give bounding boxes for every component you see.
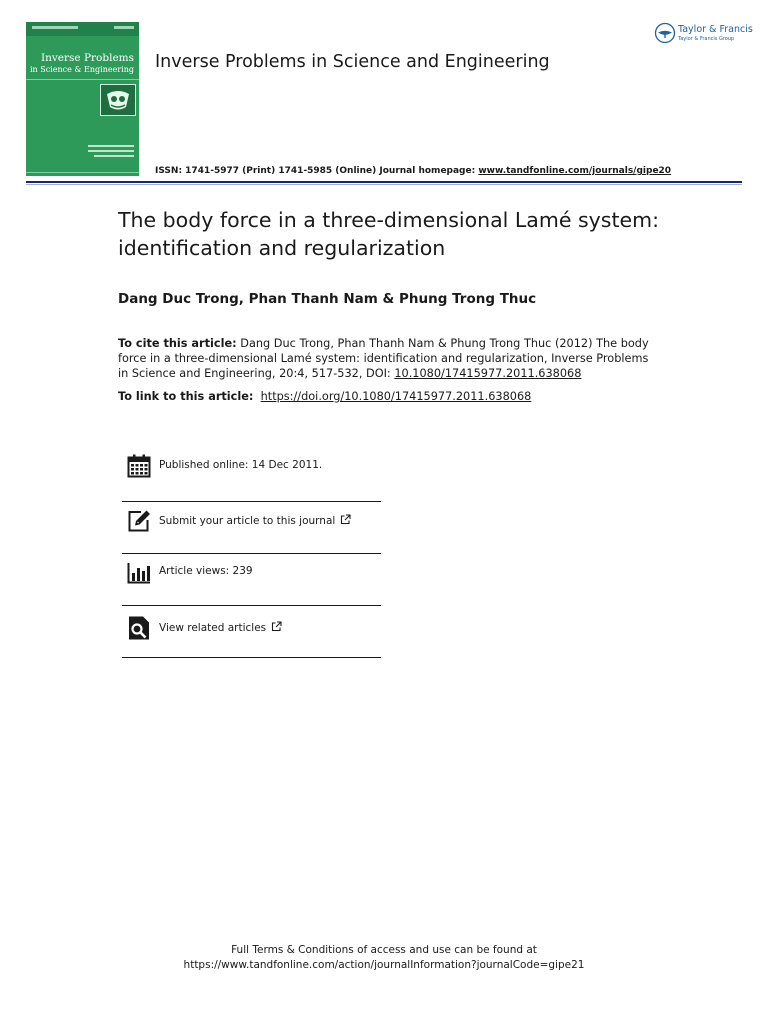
- link-label: To link to this article:: [118, 390, 254, 403]
- article-doi-link[interactable]: https://doi.org/10.1080/17415977.2011.638068: [260, 390, 532, 403]
- header-divider: [26, 181, 742, 183]
- header-divider-light: [26, 184, 742, 185]
- bar-chart-icon: [127, 561, 151, 585]
- info-divider: [122, 657, 381, 658]
- citation-block: [118, 336, 658, 381]
- search-document-icon: [127, 616, 151, 640]
- footer: [0, 943, 768, 973]
- related-articles-label[interactable]: [159, 621, 282, 634]
- journal-title: Inverse Problems in Science and Engineering: [155, 52, 550, 72]
- publisher-group: Taylor & Francis Group: [678, 36, 735, 42]
- cite-text: Dang Duc Trong, Phan Thanh Nam & Phung Trong Thuc (2012) The body force in a three-dimensional Lamé system: identification and regularization, Inverse Problems in Science and Engineering, 20:4, 517-532, DOI:: [118, 337, 649, 380]
- related-articles-text[interactable]: View related articles: [159, 622, 267, 634]
- cover-title-line1: Inverse Problems: [40, 52, 134, 64]
- issn-line: [155, 166, 671, 176]
- article-info-list: [122, 450, 381, 658]
- published-online-label: Published online: 14 Dec 2011.: [159, 459, 323, 471]
- article-title: The body force in a three-dimensional Lamé system: identification and regularization: [118, 208, 659, 260]
- publisher-logo: [654, 22, 754, 48]
- publisher-name: Taylor & Francis: [678, 24, 753, 35]
- cite-doi-link[interactable]: 10.1080/17415977.2011.638068: [394, 367, 582, 380]
- cover-top-band: [26, 22, 139, 36]
- calendar-icon: [127, 454, 151, 478]
- issn-text: ISSN: 1741-5977 (Print) 1741-5985 (Online) Journal homepage:: [155, 166, 479, 176]
- cover-emblem-icon: [100, 84, 136, 116]
- cover-title-line2: in Science & Engineering: [29, 65, 134, 74]
- submit-article-text[interactable]: Submit your article to this journal: [159, 515, 336, 527]
- cite-label: To cite this article:: [118, 337, 237, 350]
- submit-article-link[interactable]: [122, 502, 381, 554]
- footer-terms-url[interactable]: https://www.tandfonline.com/action/journalInformation?journalCode=gipe21: [183, 959, 585, 971]
- external-link-icon: [340, 514, 351, 525]
- article-views-item: [122, 554, 381, 606]
- article-authors: Dang Duc Trong, Phan Thanh Nam & Phung Trong Thuc: [118, 291, 537, 307]
- related-articles-link[interactable]: [122, 606, 381, 658]
- article-views-label: Article views: 239: [159, 565, 253, 577]
- footer-terms-text: Full Terms & Conditions of access and use can be found at: [231, 944, 537, 956]
- article-link-block: [118, 390, 531, 403]
- journal-homepage-link[interactable]: www.tandfonline.com/journals/gipe20: [478, 166, 672, 176]
- edit-icon: [127, 509, 151, 533]
- published-online-item: [122, 450, 381, 502]
- submit-article-label[interactable]: [159, 514, 351, 527]
- publisher-logo-icon: [654, 22, 676, 44]
- journal-cover-image: [26, 22, 139, 176]
- external-link-icon: [271, 621, 282, 632]
